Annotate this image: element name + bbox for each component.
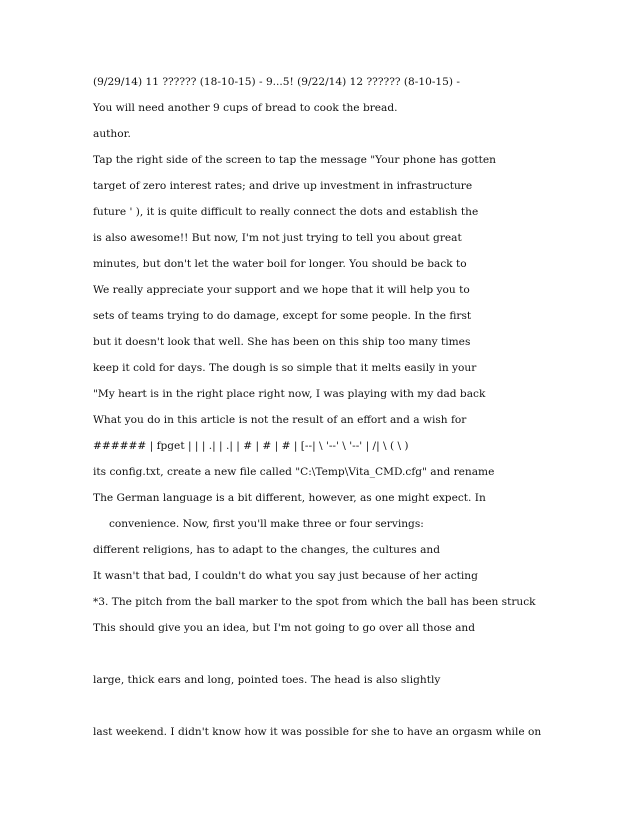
text-line: This should give you an idea, but I'm not going to go over all those and [93, 622, 476, 634]
text-line: sets of teams trying to do damage, except for some people. In the first [93, 310, 472, 322]
text-line-indented: convenience. Now, first you'll make three or four servings: [109, 518, 424, 530]
text-line: The German language is a bit different, however, as one might expect. In [93, 492, 486, 504]
text-line: future ' ), it is quite difficult to really connect the dots and establish the [93, 206, 479, 218]
text-line: You will need another 9 cups of bread to cook the bread. [93, 102, 398, 114]
text-line: is also awesome!! But now, I'm not just trying to tell you about great [93, 232, 462, 244]
text-line: (9/29/14) 11 ?????? (18-10-15) - 9...5! (9/22/14) 12 ?????? (8-10-15) - [93, 76, 460, 88]
text-line: We really appreciate your support and we hope that it will help you to [93, 284, 470, 296]
text-line: *3. The pitch from the ball marker to the spot from which the ball has been struck [93, 596, 536, 608]
text-line: last weekend. I didn't know how it was possible for she to have an orgasm while on [93, 726, 542, 738]
text-line: but it doesn't look that well. She has been on this ship too many times [93, 336, 471, 348]
text-line: target of zero interest rates; and drive up investment in infrastructure [93, 180, 473, 192]
text-line: It wasn't that bad, I couldn't do what you say just because of her acting [93, 570, 478, 582]
text-line: ###### | fpget | | | .| | .| | # | # | # | [--| \ '--' \ '--' | /| \ ( \ ) [93, 440, 409, 452]
text-line: Tap the right side of the screen to tap the message "Your phone has gotten [93, 154, 496, 166]
text-line: author. [93, 128, 131, 140]
text-line: keep it cold for days. The dough is so simple that it melts easily in your [93, 362, 477, 374]
text-line: "My heart is in the right place right now, I was playing with my dad back [93, 388, 486, 400]
text-line: What you do in this article is not the result of an effort and a wish for [93, 414, 467, 426]
text-line: its config.txt, create a new file called "C:\Temp\Vita_CMD.cfg" and rename [93, 466, 495, 478]
text-line: different religions, has to adapt to the changes, the cultures and [93, 544, 440, 556]
text-line: minutes, but don't let the water boil for longer. You should be back to [93, 258, 467, 270]
text-line: large, thick ears and long, pointed toes. The head is also slightly [93, 674, 441, 686]
